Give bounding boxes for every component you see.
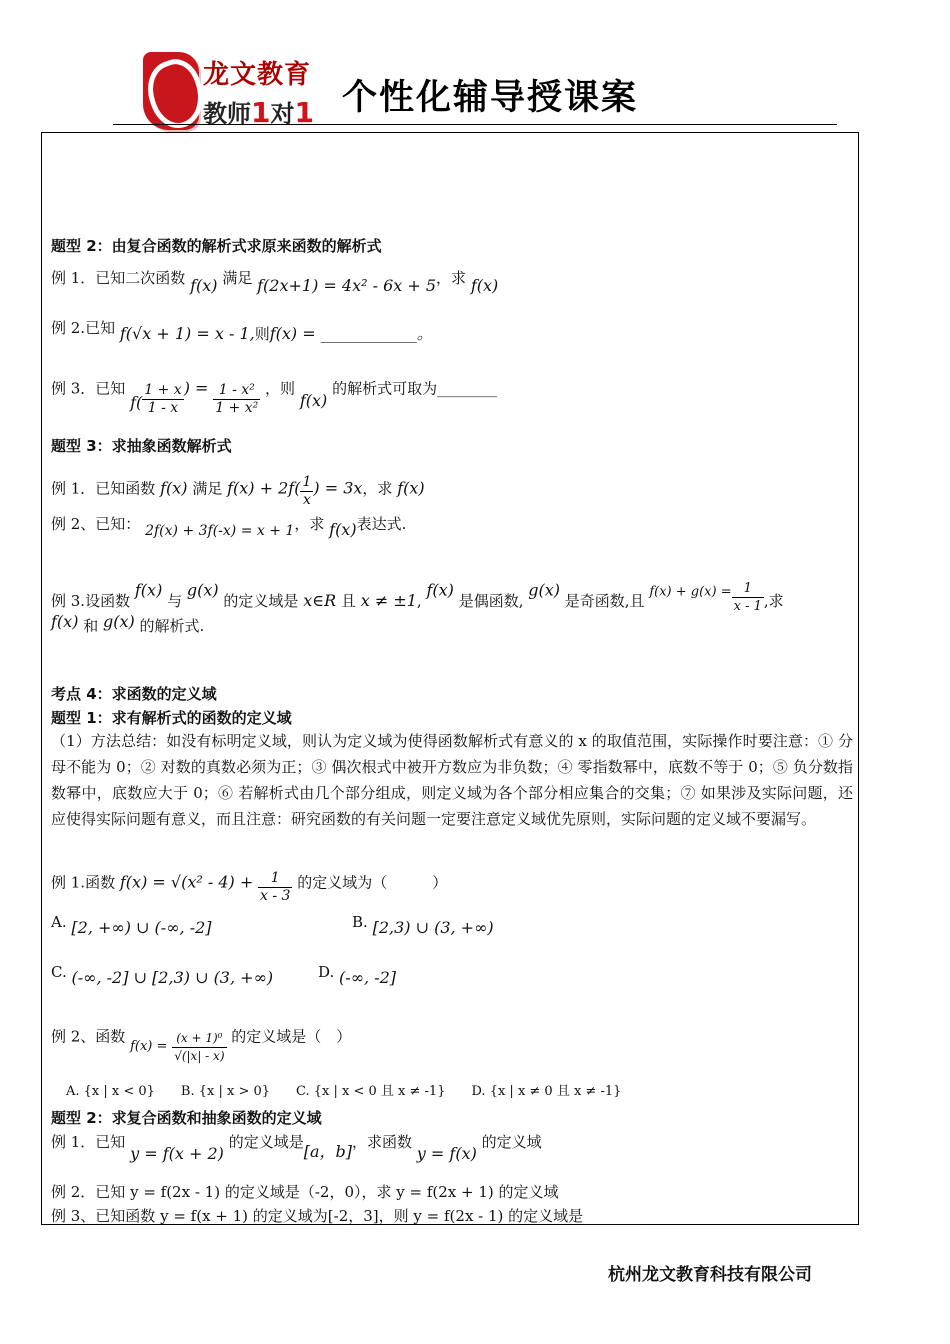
footer-company: 杭州龙文教育科技有限公司	[608, 1265, 812, 1285]
logo-sub-text: 教师1对1	[203, 96, 314, 129]
example-line: 例 1.函数 f(x) = √(x² - 4) + $\frac{1}{x - 3}$ 的定义域为（ ）	[51, 870, 448, 904]
example-line: 例 1．已知 y = f(x + 2) 的定义域是[a，b]，求函数 y = f(x) 的定义域	[51, 1133, 542, 1163]
header-divider	[113, 124, 837, 125]
option-b: B. [2,3) ∪ (3, +∞)	[352, 913, 494, 937]
example-line: 例 2、已知： 2f(x) + 3f(-x) = x + 1，求 f(x)表达式.	[51, 515, 407, 539]
page-title: 个性化辅导授课案	[342, 78, 639, 118]
example-line: 例 3.设函数 f(x) 与 g(x) 的定义域是 x∈R 且 x ≠ ±1, f(x) 是偶函数, g(x) 是奇函数,且 f(x) + g(x) = $\frac{1}{x - 1}$ ,求	[51, 580, 784, 614]
example-line: 例 3．已知 f( $\frac{1 + x}{1 - x}$ ) = $\frac{\text{1 - x²}}{\text{1 + x²}}$ ，则 f(x) 的解析式可取为________	[51, 378, 498, 416]
option-a: A. [2, +∞) ∪ (-∞, -2]	[51, 913, 212, 937]
example-line: 例 1．已知二次函数 f(x) 满足 f(2x+1) = 4x² - 6x + 5，求 f(x)	[51, 269, 499, 295]
example-line: 例 2、函数 f(x) = $\frac{\text{(x + 1)⁰}}{√(|x| - x)}$ 的定义域是（ ）	[51, 1027, 352, 1063]
brand-logo	[143, 52, 333, 130]
example-line: f(x) 和 g(x) 的解析式.	[51, 612, 205, 635]
brand-logo-icon	[143, 52, 199, 130]
logo-brand-text: 龙文教育	[203, 60, 312, 90]
option-d: D. (-∞, -2]	[318, 963, 397, 987]
section-heading: 题型 2：由复合函数的解析式求原来函数的解析式	[51, 237, 382, 255]
example-line: 例 2.已知 f(√x + 1) = x - 1,则f(x) = ____________。	[51, 319, 433, 343]
option-c: C. (-∞, -2] ∪ [2,3) ∪ (3, +∞)	[51, 963, 274, 987]
content-frame	[41, 132, 859, 1225]
example-line: 例 1．已知函数 f(x) 满足 f(x) + 2f( $\frac{1}{x}$ ) = 3x，求 f(x)	[51, 474, 425, 508]
section-heading: 题型 1：求有解析式的函数的定义域	[51, 709, 292, 727]
example-line: 例 3、已知函数 y = f(x + 1) 的定义域为[-2，3]，则 y = f(2x - 1) 的定义域是________	[51, 1207, 644, 1225]
section-heading: 考点 4：求函数的定义域	[51, 685, 217, 703]
section-heading: 题型 3：求抽象函数解析式	[51, 437, 232, 455]
example-options: A. {x | x < 0} B. {x | x > 0} C. {x | x < 0 且 x ≠ -1} D. {x | x ≠ 0 且 x ≠ -1}	[66, 1084, 622, 1099]
section-heading: 题型 2：求复合函数和抽象函数的定义域	[51, 1109, 322, 1127]
method-summary: （1）方法总结：如没有标明定义域，则认为定义域为使得函数解析式有意义的 x 的取值范围，实际操作时要注意：① 分母不能为 0；② 对数的真数必须为正；③ 偶次根式中被开方数应为非负数；④ 零指数幂中，底数不等于 0；⑤ 负分数指数幂中，底数应大于 0；⑥ 若解析式由几个部分组成，则定义域为各个部分相应集合的交集；⑦ 如果涉及实际问题，还应使得实际问题有意义，而且注意：研究函数的有关问题一定要注意定义域优先原则，实际问题的定义域不要漏写。	[51, 732, 853, 828]
example-line: 例 2．已知 y = f(2x - 1) 的定义域是（-2，0），求 y = f(2x + 1) 的定义域	[51, 1183, 559, 1201]
